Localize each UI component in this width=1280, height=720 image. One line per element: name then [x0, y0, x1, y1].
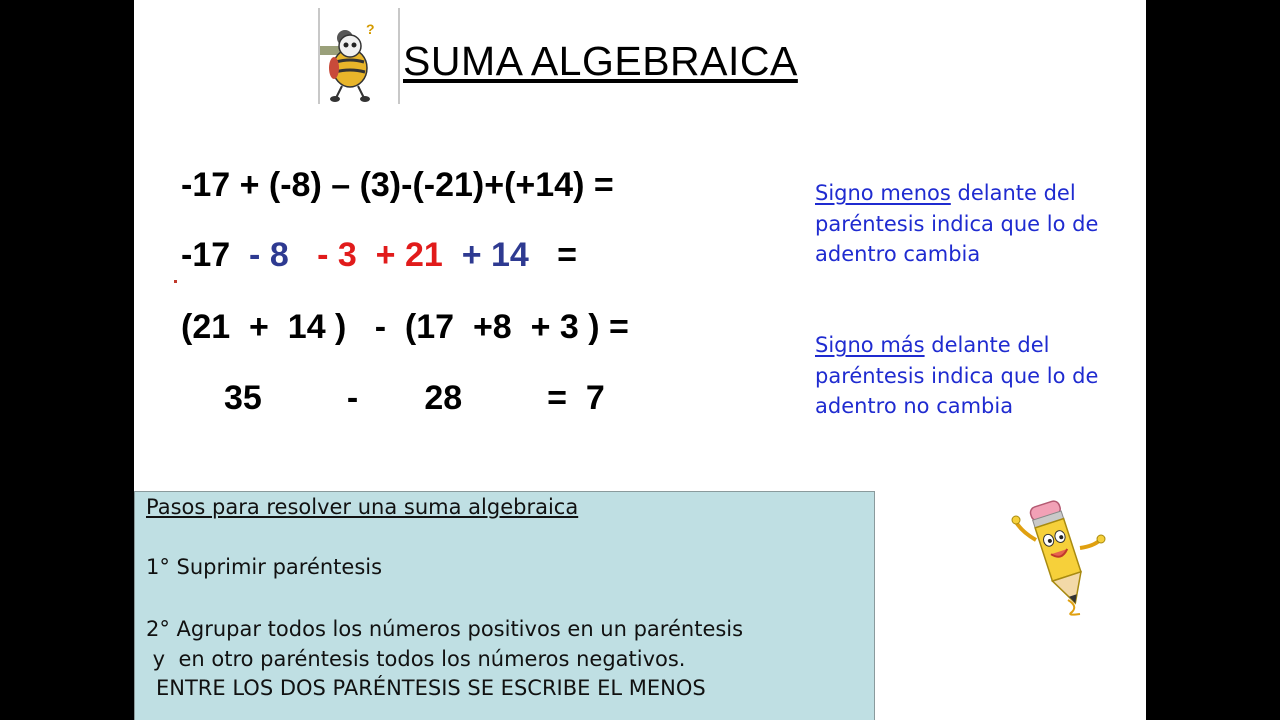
steps-heading: Pasos para resolver una suma algebraica	[146, 495, 579, 519]
equation-line-1: -17 + (-8) – (3)-(-21)+(+14) =	[181, 166, 614, 204]
minus-operator: -	[346, 379, 359, 417]
term-neg-17: -17	[181, 236, 231, 274]
equation-line-3: (21 + 14 ) - (17 +8 + 3 ) =	[181, 308, 629, 346]
note-minus-text: delante del paréntesis indica que lo de adentro cambia	[815, 181, 1099, 266]
note-plus-text: delante del paréntesis indica que lo de adentro no cambia	[815, 333, 1099, 418]
equation-line-4	[224, 379, 605, 418]
bee-with-question-mark-icon	[320, 8, 398, 104]
term-minus-3: - 3	[317, 236, 357, 274]
note-plus-sign	[815, 330, 1135, 422]
result: = 7	[547, 379, 605, 417]
steps-box	[134, 491, 875, 720]
term-plus-21: + 21	[375, 236, 443, 274]
svg-text:?: ?	[366, 21, 375, 37]
step-1: 1° Suprimir paréntesis	[146, 555, 383, 579]
equation-line-2	[181, 236, 577, 275]
note-plus-lead: Signo más	[815, 333, 925, 357]
step-2-line-2: y en otro paréntesis todos los números negativos.	[146, 647, 686, 671]
sum-negative: 28	[424, 379, 463, 417]
note-minus-sign	[815, 178, 1135, 270]
equals-sign: =	[557, 236, 578, 274]
bee-illustration-frame	[318, 8, 400, 104]
term-minus-8: - 8	[249, 236, 289, 274]
term-plus-14: + 14	[461, 236, 529, 274]
note-minus-lead: Signo menos	[815, 181, 951, 205]
ink-mark	[174, 280, 177, 283]
sum-positive: 35	[224, 379, 262, 417]
step-2-line-1: 2° Agrupar todos los números positivos en un paréntesis	[146, 617, 744, 641]
step-2-line-3: ENTRE LOS DOS PARÉNTESIS SE ESCRIBE EL MENOS	[156, 676, 706, 700]
pencil-character-icon	[1008, 488, 1108, 618]
page-title: SUMA ALGEBRAICA	[403, 38, 798, 84]
slide	[134, 0, 1146, 720]
